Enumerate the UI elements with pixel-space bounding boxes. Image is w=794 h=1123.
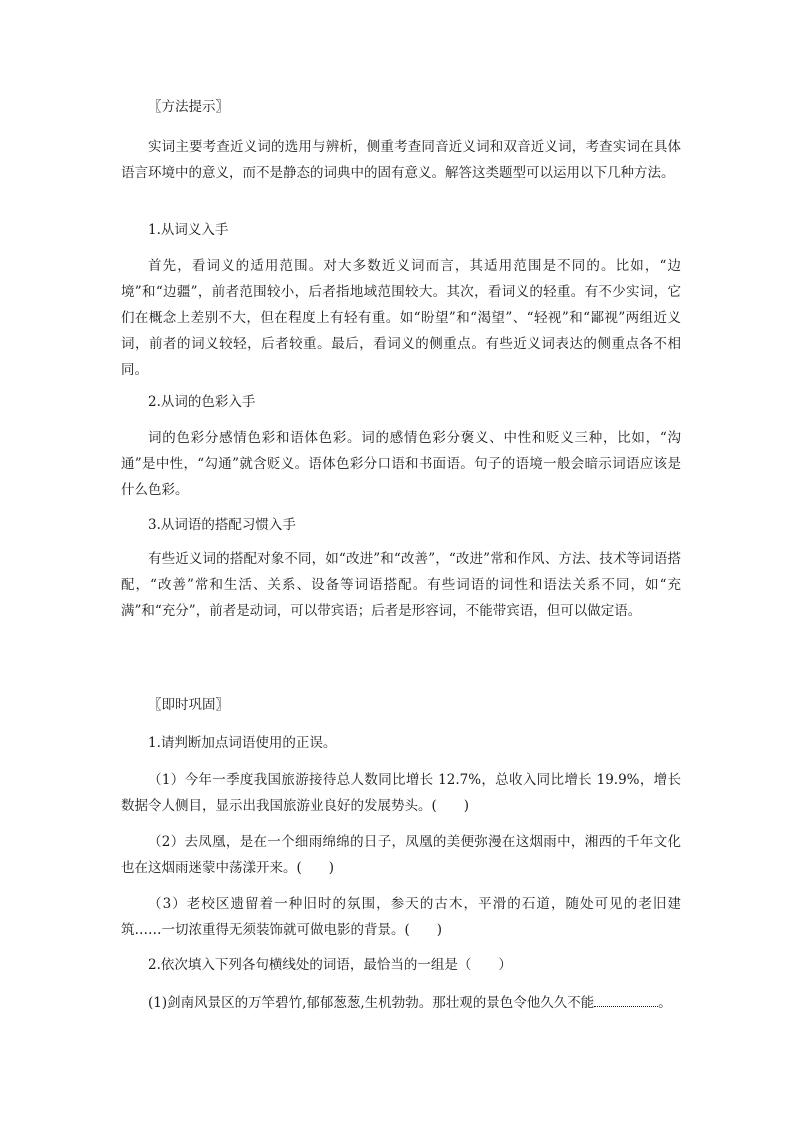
question2-title: 2.依次填入下列各句横线处的词语，最恰当的一组是（ ）	[148, 957, 512, 973]
question1-title: 1.请判断加点词语使用的正误。	[148, 735, 337, 751]
practice-heading: 〖即时巩固〗	[148, 697, 229, 713]
question2-item-1-end: 。	[658, 995, 672, 1011]
point3-text: 有些近义词的搭配对象不同，如“改进”和“改善”，“改进”常和作风、方法、技术等词语搭配，“改善”常和生活、关系、设备等词语搭配。有些词语的词性和语法关系不同，如“充满”和“充分”，前者是动词，可以带宾语；后者是形容词，不能带宾语，但可以做定语。	[121, 551, 681, 619]
question1-item-3: （3）老校区遗留着一种旧时的氛围，参天的古木，平滑的石道，随处可见的老旧建筑……一切浓重得无须装饰就可做电影的背景。( )	[121, 896, 681, 938]
point1-text: 首先，看词义的适用范围。对大多数近义词而言，其适用范围是不同的。比如，“边境”和“边疆”，前者范围较小，后者指地域范围较大。其次，看词义的轻重。有不少实词，它们在概念上差别不大，但在程度上有轻有重。如“盼望”和“渴望”、“轻视”和“鄙视”两组近义词，前者的词义较轻，后者较重。最后，看词义的侧重点。有些近义词表达的侧重点各不相同。	[121, 258, 681, 378]
question2-item-1	[148, 992, 688, 1013]
question1-item-1: （1）今年一季度我国旅游接待总人数同比增长 12.7%，总收入同比增长 19.9%，增长数据令人侧目，显示出我国旅游业良好的发展势头。( )	[121, 772, 681, 814]
point3-title: 3.从词语的搭配习惯入手	[148, 517, 296, 533]
answer-blank[interactable]	[594, 992, 658, 1007]
point2-text: 词的色彩分感情色彩和语体色彩。词的感情色彩分褒义、中性和贬义三种，比如，“沟通”是中性，“勾通”就含贬义。语体色彩分口语和书面语。句子的语境一般会暗示词语应该是什么色彩。	[121, 430, 681, 498]
method-heading: 〖方法提示〗	[148, 99, 229, 115]
method-intro: 实词主要考查近义词的选用与辨析，侧重考查同音近义词和双音近义词，考查实词在具体语言环境中的意义，而不是静态的词典中的固有意义。解答这类题型可以运用以下几种方法。	[121, 139, 681, 181]
question1-item-2: （2）去凤凰，是在一个细雨绵绵的日子，凤凰的美便弥漫在这烟雨中，湘西的千年文化也在这烟雨迷蒙中荡漾开来。( )	[121, 834, 681, 876]
point1-title: 1.从词义入手	[148, 222, 229, 238]
point2-title: 2.从词的色彩入手	[148, 394, 256, 410]
question2-item-1-text: (1)剑南风景区的万竿碧竹,郁郁葱葱,生机勃勃。那壮观的景色令他久久不能	[148, 995, 595, 1011]
